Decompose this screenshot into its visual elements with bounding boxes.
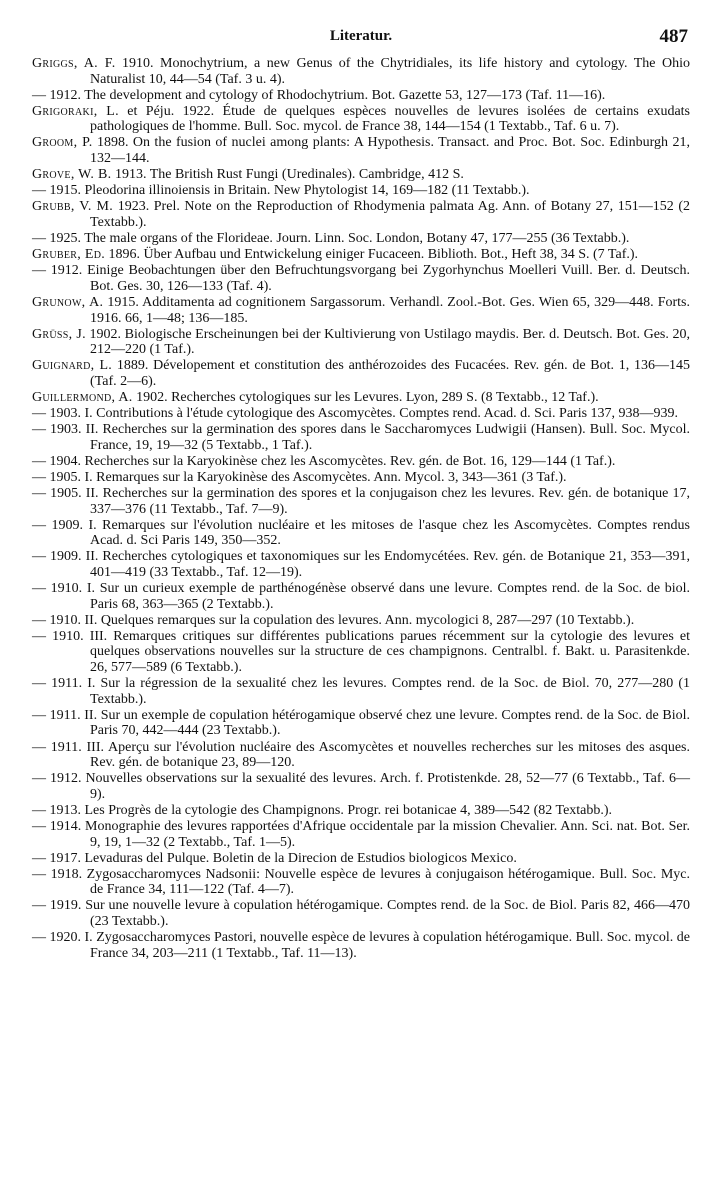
entry-author: Griggs, A. F. bbox=[32, 56, 116, 71]
entry-text: 1902. Recherches cytologiques sur les Levures. Lyon, 289 S. (8 Textabb., 12 Taf.). bbox=[132, 389, 599, 405]
running-title: Literatur. bbox=[329, 28, 393, 44]
entry-text: — 1912. The development and cytology of Rhodochytrium. Bot. Gazette 53, 127—173 (Taf. 11—16). bbox=[32, 87, 606, 103]
bibliography-entry bbox=[32, 486, 690, 517]
bibliography-entry bbox=[32, 898, 690, 929]
bibliography-entry bbox=[32, 56, 690, 87]
entry-text: — 1919. Sur une nouvelle levure à copulation hétérogamique. Comptes rend. de la Soc. de Biol. Paris 82, 466—470 (23 Textabb.). bbox=[32, 898, 690, 930]
entry-text: 1889. Dévelopement et constitution des anthérozoides des Fucacées. Rev. gén. de Bot. 1, 136—145 (Taf. 2—6). bbox=[90, 358, 690, 389]
bibliography-entry bbox=[32, 327, 690, 358]
entry-text: 1923. Prel. Note on the Reproduction of Rhodymenia palmata Ag. Ann. of Botany 27, 151—152 (2 Textabb.). bbox=[90, 199, 690, 230]
bibliography-entry bbox=[32, 406, 690, 422]
entry-text: 1902. Biologische Erscheinungen bei der Kultivierung von Ustilago maydis. Ber. d. Deutsch. Bot. Ges. 20, 212—220 (1 Taf.). bbox=[85, 326, 690, 358]
bibliography-entry bbox=[32, 613, 690, 629]
bibliography-entry bbox=[32, 263, 690, 294]
entry-text: 1898. On the fusion of nuclei among plants: A Hypothesis. Transact. and Proc. Bot. Soc. Edinburgh 21, 132—144. bbox=[90, 135, 690, 167]
bibliography-entry bbox=[32, 199, 690, 230]
bibliography-entry bbox=[32, 518, 690, 549]
entry-text: et Péju. 1922. Étude de quelques espèces nouvelles de levures isolées de certains exudats pathologiques de l'homme. Bull. Soc. mycol. de France 38, 144—154 (1 Textabb., Taf. 6 u. 7). bbox=[90, 103, 690, 135]
entry-text: — 1918. Zygosaccharomyces Nadsonii: Nouvelle espèce de levures à conjugaison hétérogamique. Bull. Soc. Myc. de France 34, 111—122 (Taf. 4—7). bbox=[32, 866, 690, 898]
entry-text: — 1905. I. Remarques sur la Karyokinèse des Ascomycètes. Ann. Mycol. 3, 343—361 (3 Taf.). bbox=[32, 469, 567, 485]
entry-text: — 1909. II. Recherches cytologiques et taxonomiques sur les Endomycétées. Rev. gén. de Botanique 21, 353—391, 401—419 (33 Textabb., Taf. 12—19). bbox=[32, 549, 690, 580]
bibliography-entry bbox=[32, 740, 690, 771]
entry-text: — 1913. Les Progrès de la cytologie des Champignons. Progr. rei botanicae 4, 389—542 (82 Textabb.). bbox=[32, 802, 613, 818]
bibliography-entry bbox=[32, 581, 690, 612]
bibliography-entry bbox=[32, 549, 690, 580]
page-number: 487 bbox=[659, 26, 688, 47]
entry-text: — 1903. II. Recherches sur la germination des spores dans le Saccharomyces Ludwigii (Hansen). Bull. Soc. Mycol. France, 19, 19—32 (5 Textabb., 1 Taf.). bbox=[32, 422, 690, 453]
entry-text: — 1912. Nouvelles observations sur la sexualité des levures. Arch. f. Protistenkde. 28, 52—77 (6 Textabb., Taf. 6—9). bbox=[32, 771, 690, 802]
page-header bbox=[32, 22, 690, 56]
bibliography-entry bbox=[32, 390, 690, 406]
entry-text: — 1914. Monographie des levures rapportées d'Afrique occidentale par la mission Chevalier. Ann. Sci. nat. Bot. Ser. 9, 19, 1—32 (2 Textabb., Taf. 1—5). bbox=[32, 819, 690, 850]
entry-text: — 1910. I. Sur un curieux exemple de parthénogénèse observé dans une levure. Comptes rend. de la Soc. de biol. Paris 68, 363—365 (2 Textabb.). bbox=[32, 581, 690, 612]
entry-author: Gruber, Ed. bbox=[32, 247, 106, 263]
bibliography-entry bbox=[32, 851, 690, 867]
entry-text: — 1915. Pleodorina illinoiensis in Britain. New Phytologist 14, 169—182 (11 Textabb.). bbox=[32, 183, 530, 199]
entry-author: Guillermond, A. bbox=[32, 389, 133, 405]
bibliography-entry bbox=[32, 676, 690, 707]
entry-text: — 1909. I. Remarques sur l'évolution nucléaire et les mitoses de l'asque chez les Ascomycètes. Comptes rendus Acad. d. Sci Paris 149, 350—352. bbox=[32, 517, 690, 549]
entry-text: — 1911. III. Aperçu sur l'évolution nucléaire des Ascomycètes et nouvelles recherches sur les mitoses des asques. Rev. gén. de botanique 23, 89—120. bbox=[32, 739, 690, 771]
bibliography-entry bbox=[32, 422, 690, 453]
entry-author: Grunow, A. bbox=[32, 294, 104, 310]
bibliography-entry bbox=[32, 183, 690, 199]
entry-author: Grigoraki, L. bbox=[32, 103, 119, 119]
entry-text: — 1911. I. Sur la régression de la sexualité chez les levures. Comptes rend. de la Soc. de Biol. 70, 277—280 (1 Textabb.). bbox=[32, 676, 690, 707]
bibliography-entry bbox=[32, 231, 690, 247]
bibliography-entry bbox=[32, 295, 690, 326]
entry-author: Grove, W. B. bbox=[32, 167, 112, 183]
bibliography-entry bbox=[32, 708, 690, 739]
bibliography-entry bbox=[32, 867, 690, 898]
entry-text: — 1917. Levaduras del Pulque. Boletin de la Direcion de Estudios biologicos Mexico. bbox=[32, 850, 517, 866]
entry-text: — 1905. II. Recherches sur la germination des spores et la conjugaison chez les levures. Rev. gén. de botanique 17, 337—376 (11 Textabb., Taf. 7—9). bbox=[32, 486, 690, 517]
entry-text: — 1920. I. Zygosaccharomyces Pastori, nouvelle espèce de levures à copulation hétérogamique. Bull. Soc. mycol. de France 34, 203—211 (1 Textabb., Taf. 11—13). bbox=[32, 930, 690, 961]
bibliography-list bbox=[32, 56, 690, 961]
entry-text: — 1912. Einige Beobachtungen über den Befruchtungsvorgang bei Zygorhynchus Moelleri Vuill. Ber. d. Deutsch. Bot. Ges. 30, 126—133 (Taf. 4). bbox=[32, 263, 690, 294]
bibliography-entry bbox=[32, 629, 690, 676]
bibliography-entry bbox=[32, 454, 690, 470]
bibliography-entry bbox=[32, 819, 690, 850]
entry-text: — 1904. Recherches sur la Karyokinèse chez les Ascomycètes. Rev. gén. de Bot. 16, 129—144 (1 Taf.). bbox=[32, 453, 616, 469]
bibliography-entry bbox=[32, 803, 690, 819]
entry-text: — 1925. The male organs of the Florideae. Journ. Linn. Soc. London, Botany 47, 177—255 (36 Textabb.). bbox=[32, 231, 630, 247]
entry-text: 1896. Über Aufbau und Entwickelung einiger Fucaceen. Biblioth. Bot., Heft 38, 34 S. (7 Taf.). bbox=[105, 247, 639, 263]
entry-author: Grüss, J. bbox=[32, 326, 86, 342]
entry-text: — 1910. III. Remarques critiques sur différentes publications parues récemment sur la cytologie des levures et quelques observations nouvelles sur la structure de ces champignons. Centralbl. f. Bakt. u. Parasitenkde. 26, 577—589 (6 Textabb.). bbox=[32, 628, 690, 676]
bibliography-entry bbox=[32, 135, 690, 166]
entry-text: 1910. Monochytrium, a new Genus of the Chytridiales, its life history and cytology. The Ohio Naturalist 10, 44—54 (Taf. 3 u. 4). bbox=[90, 56, 690, 87]
bibliography-entry bbox=[32, 247, 690, 263]
entry-text: — 1911. II. Sur un exemple de copulation hétérogamique observé chez une levure. Comptes rend. de la Soc. de Biol. Paris 70, 442—444 (23 Textabb.). bbox=[32, 707, 690, 739]
entry-text: 1913. The British Rust Fungi (Uredinales). Cambridge, 412 S. bbox=[111, 167, 464, 183]
bibliography-entry bbox=[32, 88, 690, 104]
bibliography-entry bbox=[32, 104, 690, 135]
bibliography-entry bbox=[32, 470, 690, 486]
entry-author: Guignard, L. bbox=[32, 358, 113, 374]
entry-author: Grubb, V. M. bbox=[32, 199, 114, 215]
bibliography-entry bbox=[32, 167, 690, 183]
entry-text: — 1910. II. Quelques remarques sur la copulation des levures. Ann. mycologici 8, 287—297 (10 Textabb.). bbox=[32, 612, 635, 628]
bibliography-entry bbox=[32, 771, 690, 802]
entry-author: Groom, P. bbox=[32, 135, 93, 151]
entry-text: — 1903. I. Contributions à l'étude cytologique des Ascomycètes. Comptes rend. Acad. d. Sci. Paris 137, 938—939. bbox=[32, 406, 679, 422]
entry-text: 1915. Additamenta ad cognitionem Sargassorum. Verhandl. Zool.-Bot. Ges. Wien 65, 329—448. Forts. 1916. 66, 1—48; 136—185. bbox=[90, 294, 690, 326]
bibliography-entry bbox=[32, 930, 690, 961]
bibliography-entry bbox=[32, 358, 690, 389]
